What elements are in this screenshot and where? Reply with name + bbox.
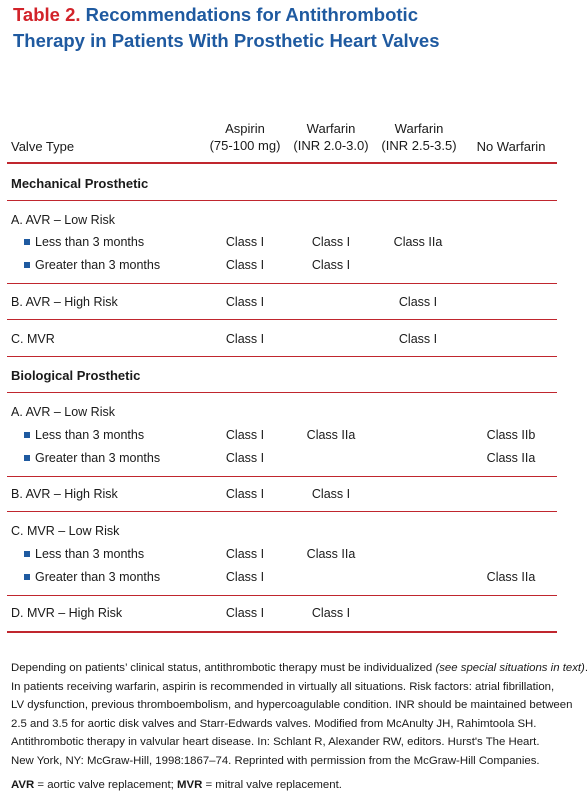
table-cell: Class I [225,428,265,442]
sub-row-label: Greater than 3 months [24,569,160,586]
table-cell: Class I [225,258,265,272]
bullet-icon [24,262,30,268]
bullet-icon [24,432,30,438]
table-bottom-rule [7,631,557,633]
row-label: C. MVR – Low Risk [11,524,120,538]
sub-row-label: Greater than 3 months [24,257,160,274]
table-cell: Class I [311,606,351,620]
table-cell: Class I [225,235,265,249]
header-aspirin: Aspirin (75-100 mg) [209,121,281,153]
row-divider [7,595,557,596]
table-cell: Class I [225,451,265,465]
footnote: Depending on patients’ clinical status, antithrombotic therapy must be individualized (see special situations in text). In patients receiving warfarin, aspirin is recommended in virtually all situations. Risk factors: atrial fibrillation, LV dysfunction, previous thromboembolism, and hypercoagulable condition. INR should be maintained between 2.5 and 3.5 for aortic disk valves and Starr-Edwards valves. Modified from McAnulty JH, Rahimtoola SH. Antithrombotic therapy in valvular heart disease. In: Schlant R, Alexander RW, editors. Hurst's The Heart. New York, NY: McGraw-Hill, 1998:1867–74. Reprinted with permission from the McGraw-Hill Companies. [11,662,588,767]
table-cell: Class I [398,295,438,309]
sub-row-label: Less than 3 months [24,546,144,563]
table-cell: Class I [311,235,351,249]
table-cell: Class I [225,295,265,309]
table-cell: Class I [225,332,265,346]
table-cell: Class IIa [306,547,356,561]
sub-row-label: Less than 3 months [24,234,144,251]
row-label: A. AVR – Low Risk [11,213,115,227]
table-cell: Class IIb [486,428,536,442]
header-no-warfarin: No Warfarin [476,139,546,154]
row-divider [7,356,557,357]
row-label: A. AVR – Low Risk [11,405,115,419]
header-rule [7,162,557,164]
header-warfarin-2-3: Warfarin (INR 2.0-3.0) [293,121,369,153]
table-cell: Class IIa [393,235,443,249]
table-cell: Class IIa [306,428,356,442]
row-divider [7,200,557,201]
row-label: C. MVR [11,332,55,346]
table-title [13,2,558,54]
sub-row-label: Less than 3 months [24,427,144,444]
table-number: Table 2. [13,4,81,25]
section-title-mechanical: Mechanical Prosthetic [11,176,149,191]
row-divider [7,283,557,284]
row-divider [7,511,557,512]
table-cell: Class I [398,332,438,346]
table-cell: Class I [225,606,265,620]
table-cell: Class IIa [486,570,536,584]
section-title-biological: Biological Prosthetic [11,368,141,383]
title-line-1: Recommendations for Antithrombotic [85,4,418,25]
table-cell: Class IIa [486,451,536,465]
row-label: B. AVR – High Risk [11,295,118,309]
row-divider [7,392,557,393]
sub-row-label: Greater than 3 months [24,450,160,467]
table-cell: Class I [225,487,265,501]
table-cell: Class I [225,547,265,561]
header-warfarin-2.5-3.5: Warfarin (INR 2.5-3.5) [381,121,457,153]
bullet-icon [24,239,30,245]
row-label: D. MVR – High Risk [11,606,123,620]
row-divider [7,319,557,320]
header-valve-type: Valve Type [11,139,75,154]
table-cell: Class I [225,570,265,584]
table-cell: Class I [311,487,351,501]
bullet-icon [24,574,30,580]
title-line-2: Therapy in Patients With Prosthetic Heart Valves [13,30,440,51]
bullet-icon [24,455,30,461]
table-cell: Class I [311,258,351,272]
bullet-icon [24,551,30,557]
row-label: B. AVR – High Risk [11,487,118,501]
row-divider [7,476,557,477]
abbreviations: AVR = aortic valve replacement; MVR = mitral valve replacement. [11,779,342,791]
